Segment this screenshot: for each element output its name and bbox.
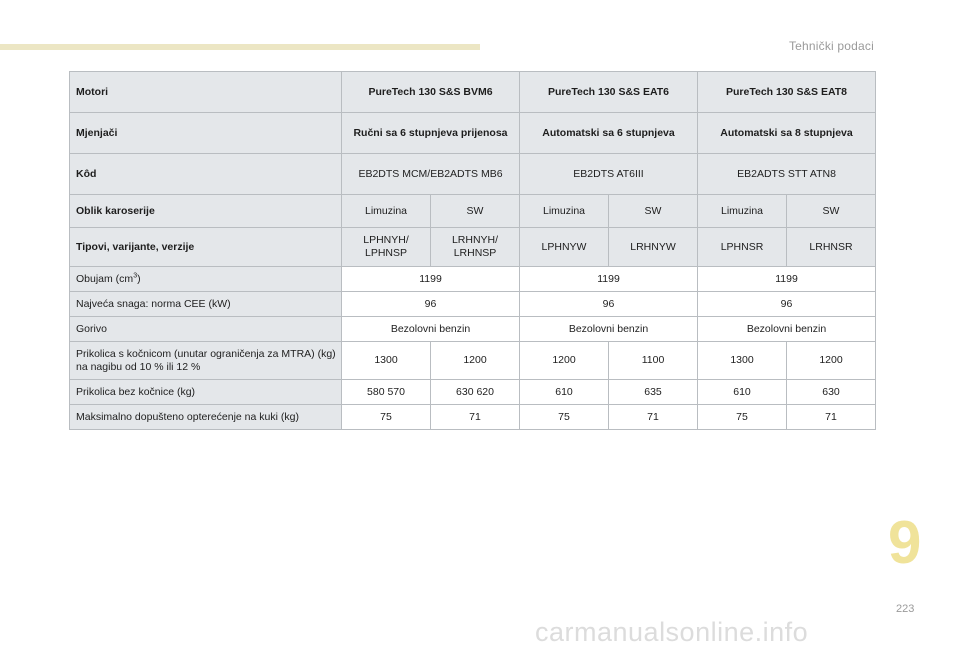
- label-oblik: Oblik karoserije: [70, 195, 342, 228]
- cell-prikolica-bez-4: 635: [609, 380, 698, 405]
- label-mjenjaci: Mjenjači: [70, 113, 342, 154]
- row-obujam: [70, 267, 876, 292]
- label-prikolica-bez-kocnice: Prikolica bez kočnice (kg): [70, 380, 342, 405]
- specifications-table: [69, 71, 876, 430]
- label-obujam-text: Obujam (cm: [76, 272, 134, 285]
- label-obujam: [70, 267, 342, 292]
- cell-snaga-3: 96: [698, 292, 876, 317]
- cell-opterecenje-5: 75: [698, 405, 787, 430]
- cell-tipovi-4: LRHNYW: [609, 228, 698, 267]
- cell-prikolica-bez-6: 630: [787, 380, 876, 405]
- watermark: carmanualsonline.info: [535, 617, 809, 647]
- label-obujam-sup: 3: [133, 272, 138, 279]
- cell-oblik-3: Limuzina: [520, 195, 609, 228]
- cell-opterecenje-4: 71: [609, 405, 698, 430]
- cell-prikolica-kocnica-3: 1200: [520, 342, 609, 380]
- row-tipovi: [70, 228, 876, 267]
- cell-oblik-1: Limuzina: [342, 195, 431, 228]
- label-obujam-end: ): [137, 272, 141, 285]
- cell-mjenjaci-1: Ručni sa 6 stupnjeva prijenosa: [342, 113, 520, 154]
- cell-oblik-2: SW: [431, 195, 520, 228]
- cell-gorivo-1: Bezolovni benzin: [342, 317, 520, 342]
- cell-opterecenje-1: 75: [342, 405, 431, 430]
- chapter-number: 9: [888, 509, 922, 576]
- cell-motori-3: PureTech 130 S&S EAT8: [698, 72, 876, 113]
- cell-snaga-2: 96: [520, 292, 698, 317]
- cell-opterecenje-3: 75: [520, 405, 609, 430]
- cell-tipovi-5: LPHNSR: [698, 228, 787, 267]
- row-gorivo: [70, 317, 876, 342]
- row-opterecenje-kuka: [70, 405, 876, 430]
- label-snaga: Najveća snaga: norma CEE (kW): [70, 292, 342, 317]
- row-mjenjaci: [70, 113, 876, 154]
- cell-kod-2: EB2DTS AT6III: [520, 154, 698, 195]
- cell-prikolica-kocnica-2: 1200: [431, 342, 520, 380]
- cell-oblik-6: SW: [787, 195, 876, 228]
- cell-gorivo-3: Bezolovni benzin: [698, 317, 876, 342]
- page-number: 223: [896, 603, 915, 615]
- label-opterecenje-kuka: Maksimalno dopušteno opterećenje na kuki (kg): [70, 405, 342, 430]
- row-kod: [70, 154, 876, 195]
- label-kod: Kôd: [70, 154, 342, 195]
- cell-prikolica-kocnica-1: 1300: [342, 342, 431, 380]
- cell-tipovi-3: LPHNYW: [520, 228, 609, 267]
- cell-prikolica-bez-5: 610: [698, 380, 787, 405]
- label-motori: Motori: [70, 72, 342, 113]
- cell-prikolica-bez-2: 630 620: [431, 380, 520, 405]
- cell-snaga-1: 96: [342, 292, 520, 317]
- cell-obujam-2: 1199: [520, 267, 698, 292]
- cell-oblik-4: SW: [609, 195, 698, 228]
- cell-tipovi-2: LRHNYH/ LRHNSP: [431, 228, 520, 267]
- section-title: Tehnički podaci: [788, 39, 874, 53]
- cell-motori-1: PureTech 130 S&S BVM6: [342, 72, 520, 113]
- label-tipovi: Tipovi, varijante, verzije: [70, 228, 342, 267]
- cell-obujam-3: 1199: [698, 267, 876, 292]
- row-motori: [70, 72, 876, 113]
- cell-prikolica-bez-3: 610: [520, 380, 609, 405]
- row-prikolica-bez-kocnice: [70, 380, 876, 405]
- cell-tipovi-6: LRHNSR: [787, 228, 876, 267]
- cell-obujam-1: 1199: [342, 267, 520, 292]
- cell-prikolica-kocnica-6: 1200: [787, 342, 876, 380]
- row-oblik: [70, 195, 876, 228]
- label-gorivo: Gorivo: [70, 317, 342, 342]
- top-accent-bar: [0, 44, 480, 50]
- cell-prikolica-kocnica-4: 1100: [609, 342, 698, 380]
- row-prikolica-kocnica: [70, 342, 876, 380]
- label-prikolica-kocnica: Prikolica s kočnicom (unutar ograničenja za MTRA) (kg) na nagibu od 10 % ili 12 %: [70, 342, 342, 380]
- cell-opterecenje-2: 71: [431, 405, 520, 430]
- cell-prikolica-bez-1: 580 570: [342, 380, 431, 405]
- cell-mjenjaci-2: Automatski sa 6 stupnjeva: [520, 113, 698, 154]
- cell-mjenjaci-3: Automatski sa 8 stupnjeva: [698, 113, 876, 154]
- cell-motori-2: PureTech 130 S&S EAT6: [520, 72, 698, 113]
- cell-opterecenje-6: 71: [787, 405, 876, 430]
- cell-kod-3: EB2ADTS STT ATN8: [698, 154, 876, 195]
- cell-tipovi-1: LPHNYH/ LPHNSP: [342, 228, 431, 267]
- cell-gorivo-2: Bezolovni benzin: [520, 317, 698, 342]
- row-snaga: [70, 292, 876, 317]
- cell-kod-1: EB2DTS MCM/EB2ADTS MB6: [342, 154, 520, 195]
- cell-prikolica-kocnica-5: 1300: [698, 342, 787, 380]
- cell-oblik-5: Limuzina: [698, 195, 787, 228]
